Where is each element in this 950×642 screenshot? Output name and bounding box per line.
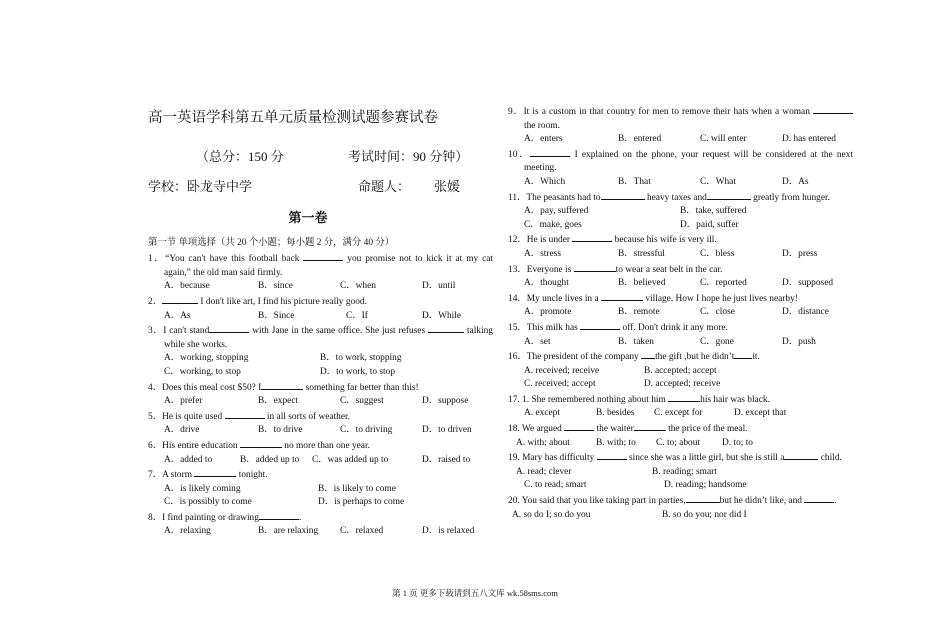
option-a: A. received; receive	[524, 365, 600, 376]
option-a: A. read; clever	[516, 466, 572, 477]
options-row	[508, 219, 853, 233]
option-d: D. to; to	[722, 437, 753, 448]
option-a: A．because	[164, 281, 210, 292]
question-text: Mary has difficulty	[522, 453, 597, 464]
option-b: B．since	[258, 281, 293, 292]
school-author-line	[148, 179, 493, 195]
question-number: 8．	[148, 512, 163, 523]
option-a: A．is likely coming	[164, 483, 241, 494]
question-20	[508, 493, 853, 522]
question-text: it.	[752, 352, 760, 363]
option-d: D．is perhaps to come	[318, 497, 405, 508]
author-label: 命题人：	[358, 179, 411, 194]
school: 学校：卧龙寺中学	[148, 179, 253, 194]
option-a: A．relaxing	[164, 526, 211, 537]
question-number: 11．	[508, 192, 527, 203]
options-row	[508, 336, 853, 350]
option-a: A．enters	[524, 134, 563, 145]
options-row	[148, 366, 493, 380]
question-text: child.	[820, 453, 842, 464]
answer-blank	[240, 438, 282, 448]
option-c: C．working, to stop	[164, 366, 241, 377]
option-d: D．paid, suffer	[680, 219, 739, 230]
options-row	[508, 306, 853, 320]
option-a: A．As	[164, 310, 191, 321]
option-b: B. so do you; nor did I	[662, 509, 747, 520]
author-name: 张媛	[434, 179, 461, 194]
question-text: A storm	[162, 470, 195, 481]
question-text: It is a custom in that country for men to remove their hats when a woman	[523, 107, 813, 117]
question-text: 1. She remembered nothing about him	[522, 394, 669, 405]
option-c: C．reported	[700, 278, 747, 289]
question-text: His entire education	[162, 440, 240, 451]
option-b: B．take, suffered	[680, 206, 747, 217]
question-text: talking while she works.	[164, 326, 493, 350]
options-row	[508, 248, 853, 262]
question-text: because his wife is very ill.	[614, 235, 717, 246]
question-text: He is quite used	[162, 411, 225, 422]
options-row	[508, 509, 853, 523]
question-text: since she was a little girl, but she is still a	[628, 453, 785, 464]
option-c: C．is possibly to come	[164, 497, 252, 508]
question-number: 15．	[508, 322, 527, 333]
options-row	[508, 466, 853, 480]
question-text: you promise not to kick it at my cat again,” the old man said firmly.	[164, 254, 493, 278]
question-5	[148, 409, 493, 438]
answer-blank	[707, 190, 751, 200]
options-row	[508, 133, 853, 147]
option-d: D. has entered	[782, 134, 836, 145]
option-b: B．Since	[258, 310, 295, 321]
answer-blank	[572, 232, 612, 242]
answer-blank	[804, 493, 834, 503]
question-number: 9．	[508, 107, 524, 117]
question-text: but he didn’t like, and	[719, 496, 805, 507]
option-c: C．suggest	[340, 396, 384, 407]
option-c: C. will enter	[700, 134, 747, 145]
question-number: 13．	[508, 264, 527, 275]
question-number: 10．	[508, 149, 531, 160]
answer-blank	[668, 392, 700, 402]
option-c: C. to; about	[656, 437, 701, 448]
option-c: C. received; accept	[524, 379, 596, 390]
answer-blank	[209, 323, 249, 333]
option-d: D. reading; handsome	[664, 480, 747, 491]
question-text: the waiter	[596, 424, 634, 435]
question-text: We argued	[521, 424, 565, 435]
question-12	[508, 232, 853, 261]
answer-blank	[194, 467, 236, 477]
question-2	[148, 294, 493, 323]
exam-time: 考试时间：90 分钟）	[348, 149, 469, 164]
option-b: B．to work, stopping	[320, 353, 402, 364]
options-row	[148, 525, 493, 539]
answer-blank	[162, 294, 198, 304]
option-a: A. with; about	[516, 437, 570, 448]
option-a: A．stress	[524, 248, 561, 259]
option-c: C．gone	[700, 336, 734, 347]
options-row	[148, 483, 493, 497]
question-text: his hair was black.	[700, 394, 770, 405]
answer-blank	[530, 147, 570, 157]
question-9	[508, 104, 853, 147]
answer-blank	[686, 493, 720, 503]
option-d: D．suppose	[422, 396, 469, 407]
page-footer: 第 1 页 更多下载请到五八文库 wk.58sms.com	[392, 588, 558, 598]
question-11	[508, 190, 853, 233]
option-b: B．believed	[618, 278, 666, 289]
question-text: I explained on the phone, your request will be considered at the next meeting.	[524, 149, 853, 174]
option-b: B. besides	[596, 408, 635, 419]
options-row	[508, 378, 853, 392]
answer-blank	[580, 320, 620, 330]
question-text: with Jane in the same office. She just refuses	[252, 326, 429, 337]
total-score: （总分：150 分	[196, 149, 284, 164]
option-c: C．close	[700, 307, 735, 318]
question-text: off. Don't drink it any more.	[622, 322, 728, 333]
options-row	[148, 424, 493, 438]
option-a: A．added to	[164, 454, 213, 465]
score-time-line	[148, 149, 493, 165]
options-row	[148, 454, 493, 468]
option-d: D．While	[422, 310, 462, 321]
option-b: B．That	[618, 176, 651, 187]
question-text: no more than one year.	[284, 440, 370, 451]
answer-blank	[734, 349, 752, 359]
options-row	[148, 352, 493, 366]
left-column	[148, 109, 493, 539]
option-d: D．supposed	[782, 278, 834, 289]
options-row	[148, 310, 493, 324]
option-d: D．push	[782, 336, 816, 347]
option-a: A. except	[524, 408, 560, 419]
question-text: I find painting or drawing	[162, 512, 259, 523]
options-row	[148, 496, 493, 510]
option-d: D．to driven	[422, 425, 472, 436]
option-d: D．to work, to stop	[320, 366, 396, 377]
option-a: A．prefer	[164, 396, 203, 407]
question-text: This milk has	[526, 322, 581, 333]
question-3	[148, 323, 493, 379]
question-number: 16．	[508, 352, 527, 363]
question-number: 20.	[508, 496, 520, 507]
option-c: C. except for	[654, 408, 703, 419]
question-text: .	[298, 512, 302, 523]
answer-blank	[641, 349, 655, 359]
option-c: C．make, goes	[524, 219, 582, 230]
option-d: D．is relaxed	[422, 526, 475, 537]
option-a: A．thought	[524, 278, 569, 289]
option-d: D．until	[422, 281, 456, 292]
option-b: B．taken	[618, 336, 654, 347]
question-number: 18.	[508, 424, 520, 435]
option-c: C．If	[346, 310, 368, 321]
question-18	[508, 421, 853, 450]
question-text: “You can't have this football back	[165, 254, 304, 265]
option-a: A．set	[524, 336, 551, 347]
option-a: A．promote	[524, 307, 572, 318]
question-15	[508, 320, 853, 349]
question-text: My uncle lives in a	[526, 293, 601, 304]
option-a: A．working, stopping	[164, 353, 249, 364]
option-c: C．when	[340, 281, 376, 292]
option-b: B. accepted; accept	[644, 365, 717, 376]
question-number: 2．	[148, 296, 163, 307]
question-text: The peasants had to	[526, 192, 601, 203]
question-text: something far better than this!	[305, 382, 419, 393]
options-row	[508, 176, 853, 190]
answer-blank	[303, 251, 343, 261]
right-column	[508, 104, 853, 522]
question-text: tonight.	[238, 470, 268, 481]
question-number: 12．	[508, 235, 527, 246]
options-row	[508, 277, 853, 291]
option-d: D．distance	[782, 307, 829, 318]
answer-blank	[597, 450, 627, 460]
answer-blank	[261, 380, 303, 390]
question-6	[148, 438, 493, 467]
answer-blank	[813, 104, 853, 114]
answer-blank	[634, 421, 666, 431]
question-text: heavy taxes and	[646, 192, 707, 203]
question-text: the gift ,but he didn’t	[655, 352, 735, 363]
option-c: C．to driving	[340, 425, 393, 436]
option-c: C．was added up to	[312, 454, 389, 465]
option-c: C．What	[700, 176, 736, 187]
question-text: the room.	[524, 120, 560, 131]
options-row	[508, 205, 853, 219]
volume-heading: 第一卷	[288, 210, 328, 225]
option-c: C．relaxed	[340, 526, 384, 537]
question-number: 17.	[508, 394, 520, 405]
options-row	[508, 407, 853, 421]
question-text: to wear a seat belt in the car.	[615, 264, 723, 275]
question-10	[508, 147, 853, 190]
question-text: He is under	[526, 235, 573, 246]
option-d: D．raised to	[422, 454, 471, 465]
question-text: Does this meal cost $50? I	[162, 382, 262, 393]
section-heading: 第一节 单项选择（共 20 个小题；每小题 2 分，满分 40 分）	[148, 237, 395, 248]
options-row	[148, 395, 493, 409]
question-text: The president of the company	[526, 352, 642, 363]
options-row	[508, 437, 853, 451]
option-c: C．bless	[700, 248, 735, 259]
question-7	[148, 467, 493, 510]
question-text: You said that you like taking part in parties,	[521, 496, 686, 507]
options-row	[508, 479, 853, 493]
option-a: A．pay, suffered	[524, 206, 589, 217]
answer-blank	[428, 323, 464, 333]
question-4	[148, 380, 493, 409]
option-d: D. accepted; receive	[644, 379, 721, 390]
option-b: B．are relaxing	[258, 526, 319, 537]
question-1	[148, 251, 493, 294]
answer-blank	[574, 262, 616, 272]
options-row	[508, 365, 853, 379]
option-b: B．stressful	[618, 248, 665, 259]
options-row	[148, 280, 493, 294]
question-13	[508, 262, 853, 291]
answer-blank	[601, 190, 645, 200]
question-text: in all sorts of weather.	[266, 411, 350, 422]
option-a: A．Which	[524, 176, 566, 187]
question-text: village. How I hope he just lives nearby!	[645, 293, 798, 304]
question-number: 6．	[148, 440, 163, 451]
question-text: I can't stand	[163, 326, 210, 337]
answer-blank	[564, 421, 594, 431]
answer-blank	[784, 450, 818, 460]
option-d: D．As	[782, 176, 809, 187]
question-16	[508, 349, 853, 392]
option-b: B．expect	[258, 396, 299, 407]
answer-blank	[601, 291, 643, 301]
question-text: .	[834, 496, 837, 507]
question-number: 7．	[148, 470, 163, 481]
option-c: C. to read; smart	[524, 480, 587, 491]
question-number: 4．	[148, 382, 163, 393]
option-d: D．press	[782, 248, 818, 259]
question-number: 19.	[508, 453, 520, 464]
question-number: 5．	[148, 411, 163, 422]
option-d: D. except that	[734, 408, 787, 419]
option-b: B．remote	[618, 307, 660, 318]
question-number: 14．	[508, 293, 527, 304]
question-text: Everyone is	[526, 264, 574, 275]
question-text: greatly from hunger.	[753, 192, 830, 203]
option-b: B．to drive	[258, 425, 303, 436]
answer-blank	[225, 409, 265, 419]
question-text: I don't like art, I find his picture really good.	[200, 296, 367, 307]
page-title: 高一英语学科第五单元质量检测试题参赛试卷	[148, 110, 438, 126]
question-17	[508, 392, 853, 421]
question-19	[508, 450, 853, 493]
question-text: the price of the meal.	[668, 424, 748, 435]
option-b: B．entered	[618, 134, 662, 145]
answer-blank	[259, 510, 299, 520]
option-a: A. so do I; so do you	[512, 509, 591, 520]
question-number: 3．	[148, 326, 164, 337]
question-14	[508, 291, 853, 320]
option-b: B．is likely to come	[318, 483, 396, 494]
question-number: 1．	[148, 254, 166, 265]
option-b: B. with; to	[596, 437, 636, 448]
option-a: A．drive	[164, 425, 200, 436]
option-b: B．added up to	[240, 454, 300, 465]
option-b: B. reading; smart	[652, 466, 717, 477]
question-8	[148, 510, 493, 539]
